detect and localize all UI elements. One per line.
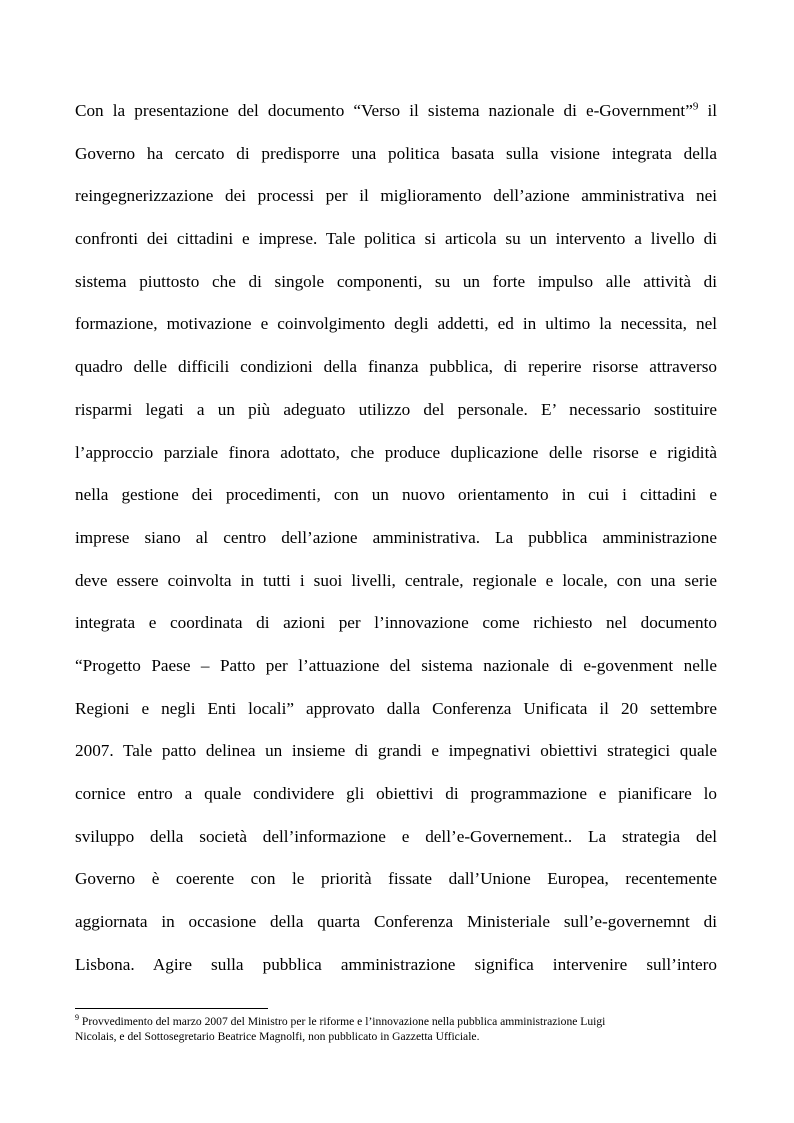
body-line-3: reingegnerizzazione dei processi per il miglioramento dell’azione amministrativa nei	[75, 186, 717, 206]
body-line-9: l’approccio parziale finora adottato, che produce duplicazione delle risorse e rigidità	[75, 442, 717, 462]
body-line-1	[75, 90, 717, 133]
footnote	[75, 1014, 725, 1044]
body-line-16: 2007. Tale patto delinea un insieme di grandi e impegnativi obiettivi strategici quale	[75, 741, 717, 761]
footnote-separator	[75, 1008, 268, 1009]
footnote-line-2: Nicolais, e del Sottosegretario Beatrice Magnolfi, non pubblicato in Gazzetta Ufficiale.	[75, 1030, 480, 1043]
body-line-13: integrata e coordinata di azioni per l’innovazione come richiesto nel documento	[75, 613, 717, 633]
body-line-18: sviluppo della società dell’informazione e dell’e-Governement.. La strategia del	[75, 826, 717, 846]
body-line-17: cornice entro a quale condividere gli obiettivi di programmazione e pianificare lo	[75, 784, 717, 803]
body-line-5: sistema piuttosto che di singole componenti, su un forte impulso alle attività di	[75, 271, 717, 291]
body-paragraph	[75, 90, 717, 986]
body-line-4: confronti dei cittadini e imprese. Tale politica si articola su un intervento a livello di	[75, 229, 717, 249]
body-line-15: Regioni e negli Enti locali” approvato dalla Conferenza Unificata il 20 settembre	[75, 698, 717, 718]
body-line-6: formazione, motivazione e coinvolgimento degli addetti, ed in ultimo la necessita, nel	[75, 314, 717, 334]
body-line-7: quadro delle difficili condizioni della finanza pubblica, di reperire risorse attraverso	[75, 357, 717, 377]
footnote-line-1	[75, 1014, 725, 1029]
footnote-line-1-text: Provvedimento del marzo 2007 del Ministro per le riforme e l’innovazione nella pubblica amministrazione Luigi	[79, 1015, 606, 1028]
footnote-marker: 9	[75, 1013, 79, 1023]
body-line-11: imprese siano al centro dell’azione amministrativa. La pubblica amministrazione	[75, 527, 717, 547]
body-line-1-text: Con la presentazione del documento “Verso il sistema nazionale di e-Government”	[75, 101, 693, 120]
body-line-2: Governo ha cercato di predisporre una politica basata sulla visione integrata della	[75, 143, 717, 163]
body-line-12: deve essere coinvolta in tutti i suoi livelli, centrale, regionale e locale, con una serie	[75, 570, 717, 590]
footnote-reference: 9	[692, 100, 699, 113]
body-line-1-tail: il	[698, 101, 717, 120]
body-line-10: nella gestione dei procedimenti, con un nuovo orientamento in cui i cittadini e	[75, 485, 717, 505]
body-line-21: Lisbona. Agire sulla pubblica amministrazione significa intervenire sull’intero	[75, 954, 717, 974]
body-line-19: Governo è coerente con le priorità fissate dall’Unione Europea, recentemente	[75, 869, 717, 889]
body-line-14: “Progetto Paese – Patto per l’attuazione del sistema nazionale di e-govenment nelle	[75, 655, 717, 675]
body-line-20: aggiornata in occasione della quarta Conferenza Ministeriale sull’e-governemnt di	[75, 912, 717, 932]
body-line-8: risparmi legati a un più adeguato utilizzo del personale. E’ necessario sostituire	[75, 399, 717, 419]
